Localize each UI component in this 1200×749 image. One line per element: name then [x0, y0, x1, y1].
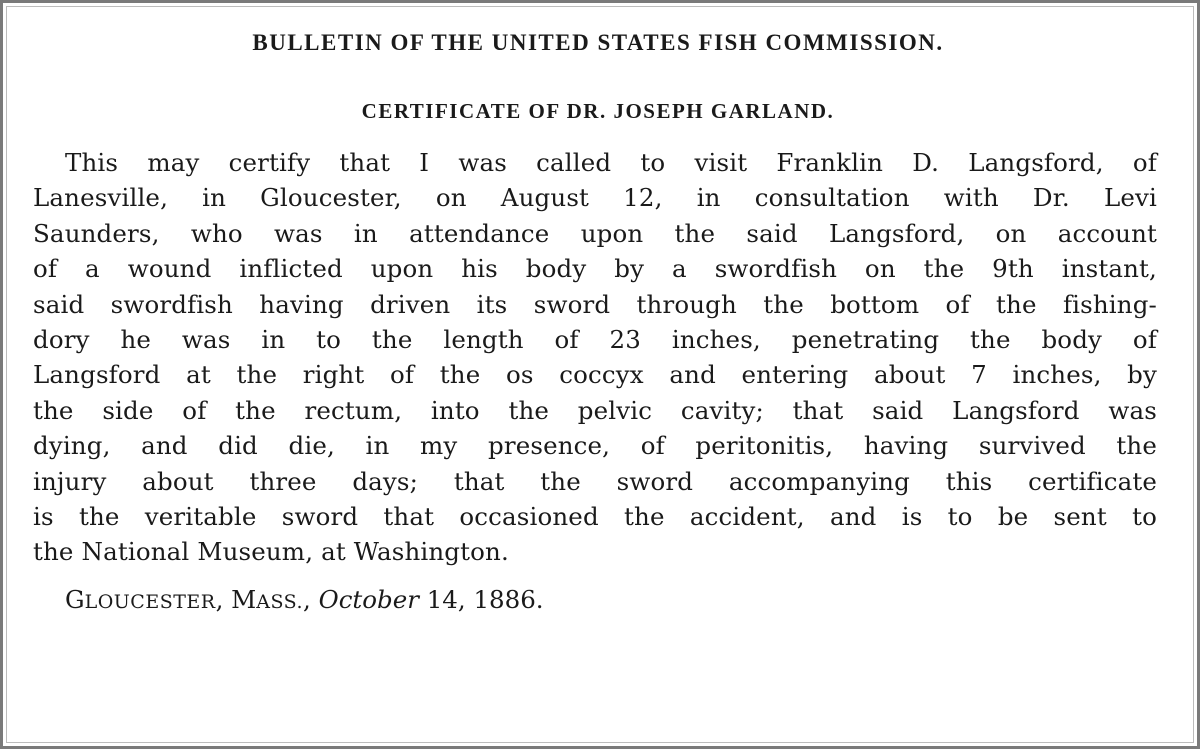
separator: , — [215, 584, 232, 614]
separator: , — [303, 584, 319, 614]
paragraph-line: Langsford at the right of the os coccyx and entering about 7 inches, by — [33, 360, 1157, 390]
paragraph-line: dory he was in to the length of 23 inches, penetrating the body of — [33, 325, 1157, 355]
section-title: CERTIFICATE OF DR. JOSEPH GARLAND. — [361, 99, 835, 123]
paragraph-line: Lanesville, in Gloucester, on August 12, in consultation with Dr. Levi — [33, 183, 1157, 213]
paragraph-line: is the veritable sword that occasioned the accident, and is to be sent to — [33, 502, 1157, 532]
place-state-rest: ASS. — [256, 590, 304, 613]
signature-day-year: 14, 1886. — [418, 584, 544, 614]
place-city-initial: G — [65, 584, 85, 614]
paragraph-line: dying, and did die, in my presence, of peritonitis, having survived the — [33, 431, 1157, 461]
paragraph-line: This may certify that I was called to visit Franklin D. Langsford, of — [65, 148, 1157, 177]
paragraph-line: injury about three days; that the sword accompanying this certificate — [33, 466, 1157, 496]
running-head: BULLETIN OF THE UNITED STATES FISH COMMISSION. — [252, 30, 944, 55]
paragraph-line: Saunders, who was in attendance upon the said Langsford, on account — [33, 218, 1157, 248]
place-state-initial: M — [231, 584, 257, 614]
paragraph-line: the National Museum, at Washington. — [33, 537, 509, 567]
paragraph-line: the side of the rectum, into the pelvic cavity; that said Langsford was — [33, 395, 1157, 425]
document-content — [33, 27, 1163, 620]
signature-line — [65, 582, 1163, 620]
certificate-paragraph — [33, 145, 1163, 570]
paragraph-line: of a wound inflicted upon his body by a swordfish on the 9th instant, — [33, 254, 1157, 284]
signature-month: October — [318, 584, 419, 614]
place-city-rest: LOUCESTER — [84, 590, 216, 613]
paragraph-line: said swordfish having driven its sword through the bottom of the fishing- — [33, 289, 1157, 319]
